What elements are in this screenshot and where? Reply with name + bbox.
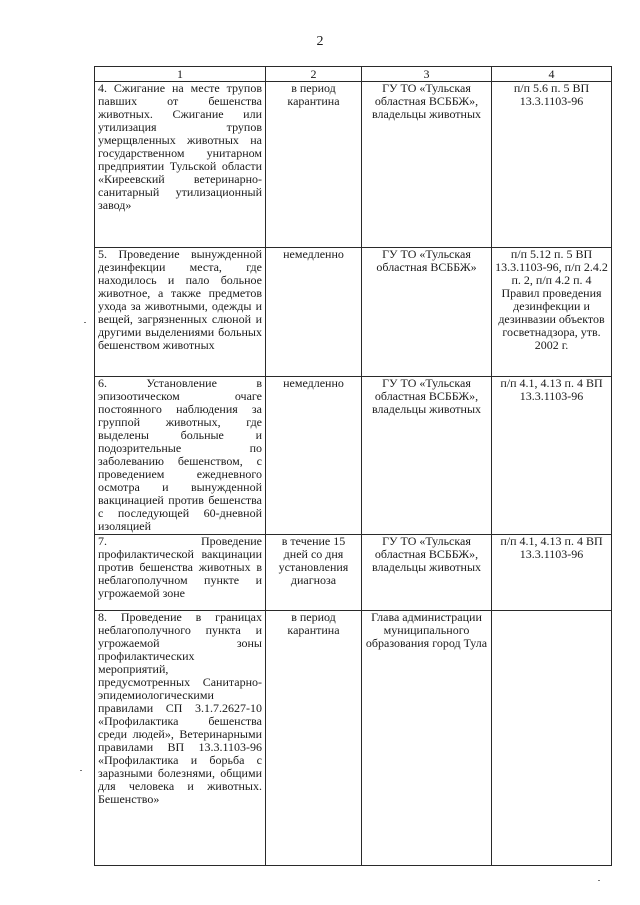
measures-table xyxy=(94,66,612,866)
page-number: 2 xyxy=(316,34,324,49)
table-row xyxy=(95,535,612,611)
basis-cell: п/п 4.1, 4.13 п. 4 ВП 13.3.1103-96 xyxy=(492,535,612,611)
table-row xyxy=(95,82,612,248)
term-cell: в период карантина xyxy=(266,611,362,866)
term-cell: в период карантина xyxy=(266,82,362,248)
basis-cell: п/п 4.1, 4.13 п. 4 ВП 13.3.1103-96 xyxy=(492,377,612,535)
responsible-cell: ГУ ТО «Тульская областная ВСББЖ», владельцы животных xyxy=(362,535,492,611)
measure-cell: 7. Проведение профилактической вакцинации против бешенства животных в неблагополучном пункте и угрожаемой зоне xyxy=(95,535,266,611)
responsible-cell: Глава администрации муниципального образования город Тула xyxy=(362,611,492,866)
table-row xyxy=(95,377,612,535)
table-header-row xyxy=(95,67,612,82)
basis-cell xyxy=(492,611,612,866)
column-header: 2 xyxy=(266,67,362,82)
column-header: 4 xyxy=(492,67,612,82)
scan-speck xyxy=(84,322,86,323)
basis-cell: п/п 5.12 п. 5 ВП 13.3.1103-96, п/п 2.4.2 п. 2, п/п 4.2 п. 4 Правил проведения дезинфекции и дезинвазии объектов госветнадзора, утв. 2002 г. xyxy=(492,248,612,377)
term-cell: в течение 15 дней со дня установления диагноза xyxy=(266,535,362,611)
column-header: 3 xyxy=(362,67,492,82)
term-cell: немедленно xyxy=(266,248,362,377)
responsible-cell: ГУ ТО «Тульская областная ВСББЖ», владельцы животных xyxy=(362,377,492,535)
measure-cell: 5. Проведение вынужденной дезинфекции места, где находилось и пало больное животное, а также предметов ухода за животными, одежды и вещей, загрязненных слюной и другими выделениями больных бешенством животных xyxy=(95,248,266,377)
scan-speck xyxy=(80,770,82,771)
scan-speck xyxy=(598,880,600,881)
measure-cell: 6. Установление в эпизоотическом очаге постоянного наблюдения за группой животных, где выделены больные и подозрительные по заболеванию бешенством, с проведением ежедневного осмотра и вынужденной вакцинацией против бешенства с последующей 60-дневной изоляцией xyxy=(95,377,266,535)
table-row xyxy=(95,248,612,377)
table-row xyxy=(95,611,612,866)
term-cell: немедленно xyxy=(266,377,362,535)
measure-cell: 8. Проведение в границах неблагополучного пункта и угрожаемой зоны профилактических мероприятий, предусмотренных Санитарно-эпидемиологическими правилами СП 3.1.7.2627-10 «Профилактика бешенства среди людей», Ветеринарными правилами ВП 13.3.1103-96 «Профилактика и борьба с заразными болезнями, общими для человека и животных. Бешенство» xyxy=(95,611,266,866)
responsible-cell: ГУ ТО «Тульская областная ВСББЖ», владельцы животных xyxy=(362,82,492,248)
basis-cell: п/п 5.6 п. 5 ВП 13.3.1103-96 xyxy=(492,82,612,248)
column-header: 1 xyxy=(95,67,266,82)
responsible-cell: ГУ ТО «Тульская областная ВСББЖ» xyxy=(362,248,492,377)
measure-cell: 4. Сжигание на месте трупов павших от бешенства животных. Сжигание или утилизация трупов умерщвленных животных на государственном унитарном предприятии Тульской области «Киреевский ветеринарно-санитарный утилизационный завод» xyxy=(95,82,266,248)
